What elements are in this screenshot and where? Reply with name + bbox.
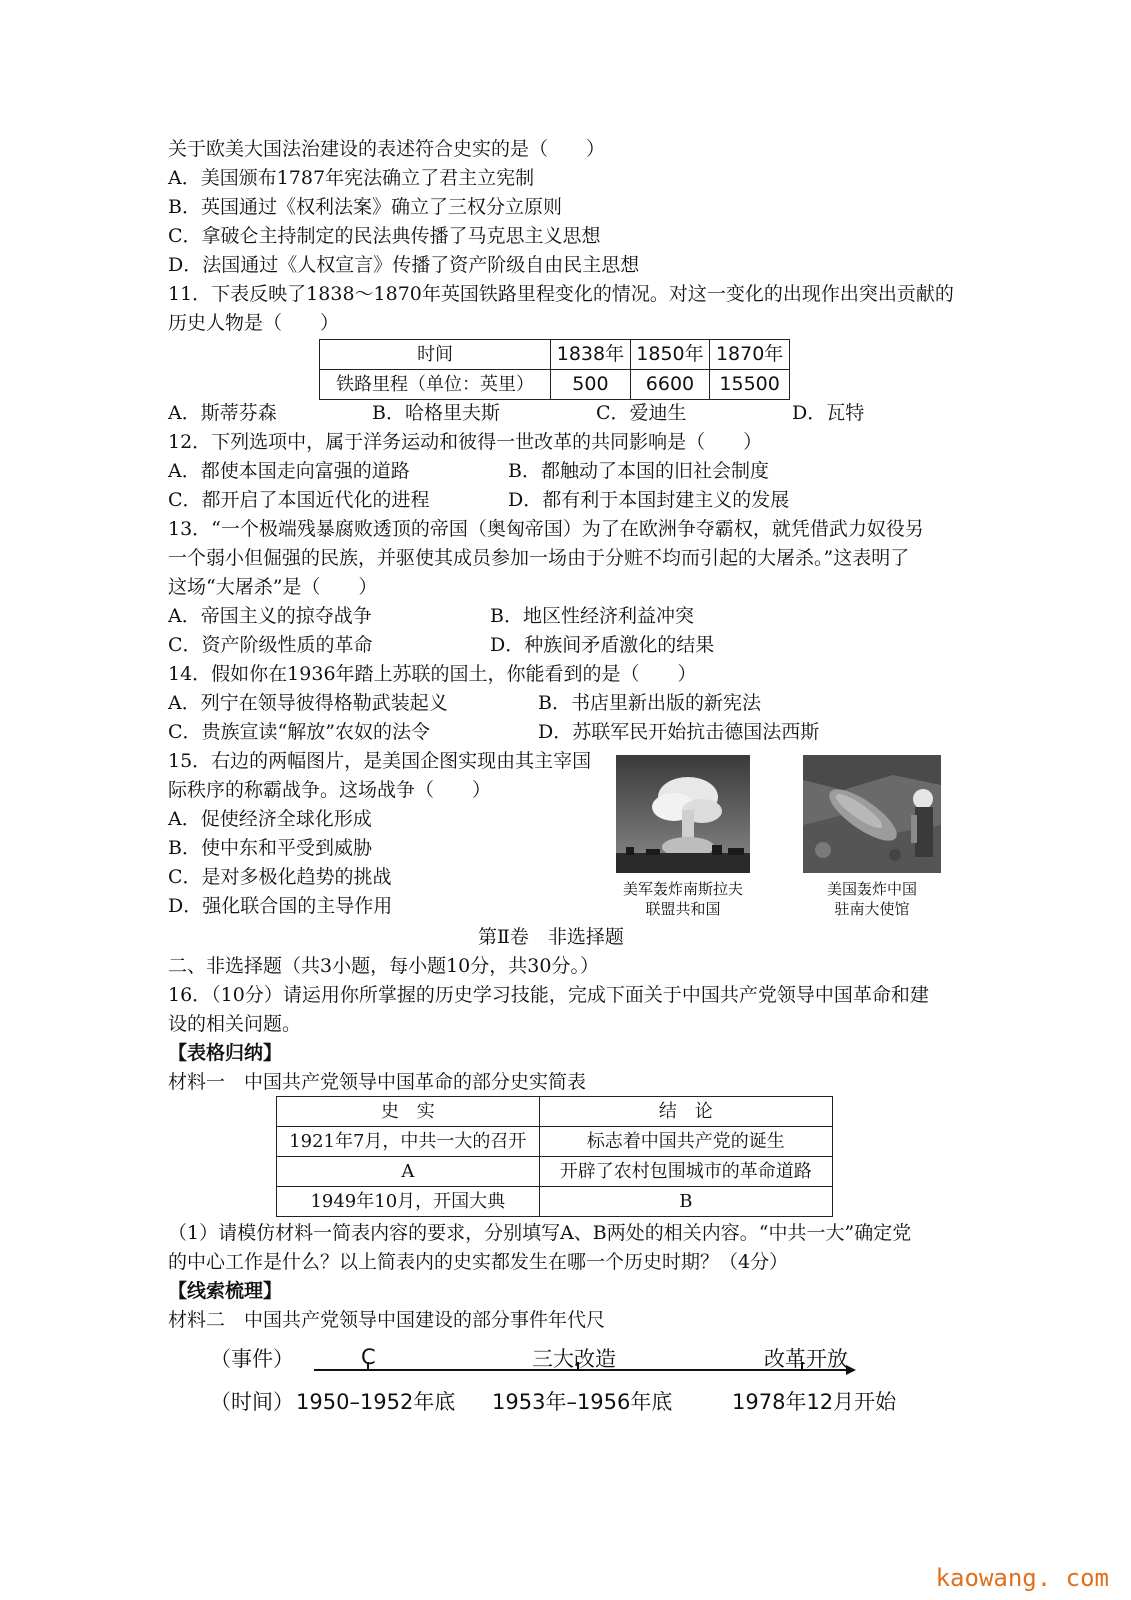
table-cell: 500 xyxy=(551,370,631,400)
heading-clue-sorting: 【线索梳理】 xyxy=(168,1280,283,1302)
table-cell: 铁路里程（单位：英里） xyxy=(320,370,551,400)
q12-stem: 12．下列选项中，属于洋务运动和彼得一世改革的共同影响是（ ） xyxy=(168,431,763,453)
q11-stem-line1: 11．下表反映了1838～1870年英国铁路里程变化的情况。对这一变化的出现作出突出贡献的 xyxy=(168,283,954,305)
caption-line: 驻南大使馆 xyxy=(834,900,910,918)
q11-option-a: A．斯蒂芬森 xyxy=(168,402,277,424)
table-cell: 6600 xyxy=(630,370,710,400)
section-title: 第Ⅱ卷 非选择题 xyxy=(478,926,624,948)
q11-option-c: C．爱迪生 xyxy=(596,402,687,424)
q13-option-d: D．种族间矛盾激化的结果 xyxy=(490,634,715,656)
table-cell: 1850年 xyxy=(630,340,710,370)
q14-option-b: B．书店里新出版的新宪法 xyxy=(538,692,761,714)
q11-option-d: D．瓦特 xyxy=(792,402,865,424)
q13-stem-line1: 13．“一个极端残暴腐败透顶的帝国（奥匈帝国）为了在欧洲争夺霸权，就凭借武力奴役另 xyxy=(168,518,924,540)
table-row xyxy=(277,1187,833,1217)
heading-table-summary: 【表格归纳】 xyxy=(168,1042,283,1064)
q14-option-c: C．贵族宣读“解放”农奴的法令 xyxy=(168,721,430,743)
table-cell: 时间 xyxy=(320,340,551,370)
timeline-time-1: 1950–1952年底 xyxy=(296,1390,456,1414)
q13-stem-line2: 一个弱小但倔强的民族，并驱使其成员参加一场由于分赃不均而引起的大屠杀。”这表明了 xyxy=(168,547,910,569)
q10-option-d: D．法国通过《人权宣言》传播了资产阶级自由民主思想 xyxy=(168,254,640,276)
q15-option-a: A．促使经济全球化形成 xyxy=(168,808,372,830)
q14-stem: 14．假如你在1936年踏上苏联的国土，你能看到的是（ ） xyxy=(168,663,697,685)
q10-option-a: A．美国颁布1787年宪法确立了君主立宪制 xyxy=(168,167,535,189)
q10-option-b: B．英国通过《权利法案》确立了三权分立原则 xyxy=(168,196,562,218)
caption-line: 美国轰炸中国 xyxy=(826,880,917,898)
q12-option-c: C．都开启了本国近代化的进程 xyxy=(168,489,430,511)
table-row xyxy=(277,1097,833,1127)
table-cell: 开辟了农村包围城市的革命道路 xyxy=(539,1157,832,1187)
photo-caption-yugoslavia xyxy=(600,879,766,919)
q12-option-d: D．都有利于本国封建主义的发展 xyxy=(508,489,790,511)
railway-mileage-table xyxy=(319,339,790,400)
q16-stem-line1: 16．（10分）请运用你所掌握的历史学习技能，完成下面关于中国共产党领导中国革命和建 xyxy=(168,984,929,1006)
photo-caption-embassy xyxy=(796,879,948,919)
q15-option-b: B．使中东和平受到威胁 xyxy=(168,837,372,859)
q11-option-b: B．哈格里夫斯 xyxy=(372,402,500,424)
q15-stem-line2: 际秩序的称霸战争。这场战争（ ） xyxy=(168,779,492,801)
q13-option-b: B．地区性经济利益冲突 xyxy=(490,605,694,627)
q15-option-c: C．是对多极化趋势的挑战 xyxy=(168,866,392,888)
timeline-time-2: 1953年–1956年底 xyxy=(492,1390,673,1414)
material1-title: 材料一 中国共产党领导中国革命的部分史实简表 xyxy=(168,1071,587,1093)
q15-option-d: D．强化联合国的主导作用 xyxy=(168,895,393,917)
table-cell: 史 实 xyxy=(277,1097,540,1127)
q12-option-b: B．都触动了本国的旧社会制度 xyxy=(508,460,769,482)
q13-option-a: A．帝国主义的掠夺战争 xyxy=(168,605,372,627)
q14-option-d: D．苏联军民开始抗击德国法西斯 xyxy=(538,721,820,743)
q13-option-c: C．资产阶级性质的革命 xyxy=(168,634,373,656)
q14-option-a: A．列宁在领导彼得格勒武装起义 xyxy=(168,692,448,714)
q16-stem-line2: 设的相关问题。 xyxy=(168,1013,302,1035)
q10-stem: 关于欧美大国法治建设的表述符合史实的是（ ） xyxy=(168,138,606,160)
footer-watermark: kaowang. com xyxy=(935,1564,1109,1592)
material2-title: 材料二 中国共产党领导中国建设的部分事件年代尺 xyxy=(168,1309,606,1331)
table-row xyxy=(277,1157,833,1187)
table-cell: 标志着中国共产党的诞生 xyxy=(539,1127,832,1157)
timeline-event-three-transformations: 三大改造 xyxy=(532,1347,616,1371)
embassy-bombing-photo xyxy=(803,755,941,873)
timeline-event-label: （事件） xyxy=(210,1347,294,1371)
q16-sub1-line2: 的中心工作是什么？以上简表内的史实都发生在哪一个历史时期？（4分） xyxy=(168,1251,789,1273)
table-cell: 1949年10月，开国大典 xyxy=(277,1187,540,1217)
table-cell: A xyxy=(277,1157,540,1187)
caption-line: 联盟共和国 xyxy=(645,900,721,918)
part2-heading: 二、非选择题（共3小题，每小题10分，共30分。） xyxy=(168,955,599,977)
q12-option-a: A．都使本国走向富强的道路 xyxy=(168,460,410,482)
timeline-event-reform-opening: 改革开放 xyxy=(764,1347,848,1371)
bombing-yugoslavia-photo xyxy=(616,755,750,873)
table-cell: 1838年 xyxy=(551,340,631,370)
revolution-facts-table xyxy=(276,1096,833,1217)
table-row xyxy=(320,340,790,370)
table-cell: 1870年 xyxy=(710,340,790,370)
table-cell: 15500 xyxy=(710,370,790,400)
q13-stem-line3: 这场“大屠杀”是（ ） xyxy=(168,576,378,598)
table-row xyxy=(320,370,790,400)
table-cell: 结 论 xyxy=(539,1097,832,1127)
q16-sub1-line1: （1）请模仿材料一简表内容的要求，分别填写A、B两处的相关内容。“中共一大”确定党 xyxy=(168,1222,912,1244)
timeline-time-label: （时间） xyxy=(210,1390,294,1414)
q10-option-c: C．拿破仑主持制定的民法典传播了马克思主义思想 xyxy=(168,225,601,247)
caption-line: 美军轰炸南斯拉夫 xyxy=(622,880,743,898)
timeline-time-3: 1978年12月开始 xyxy=(732,1390,897,1414)
table-cell: 1921年7月，中共一大的召开 xyxy=(277,1127,540,1157)
q15-stem-line1: 15．右边的两幅图片，是美国企图实现由其主宰国 xyxy=(168,750,592,772)
table-cell: B xyxy=(539,1187,832,1217)
timeline-event-c: C xyxy=(361,1345,376,1369)
table-row xyxy=(277,1127,833,1157)
q11-stem-line2: 历史人物是（ ） xyxy=(168,312,340,334)
